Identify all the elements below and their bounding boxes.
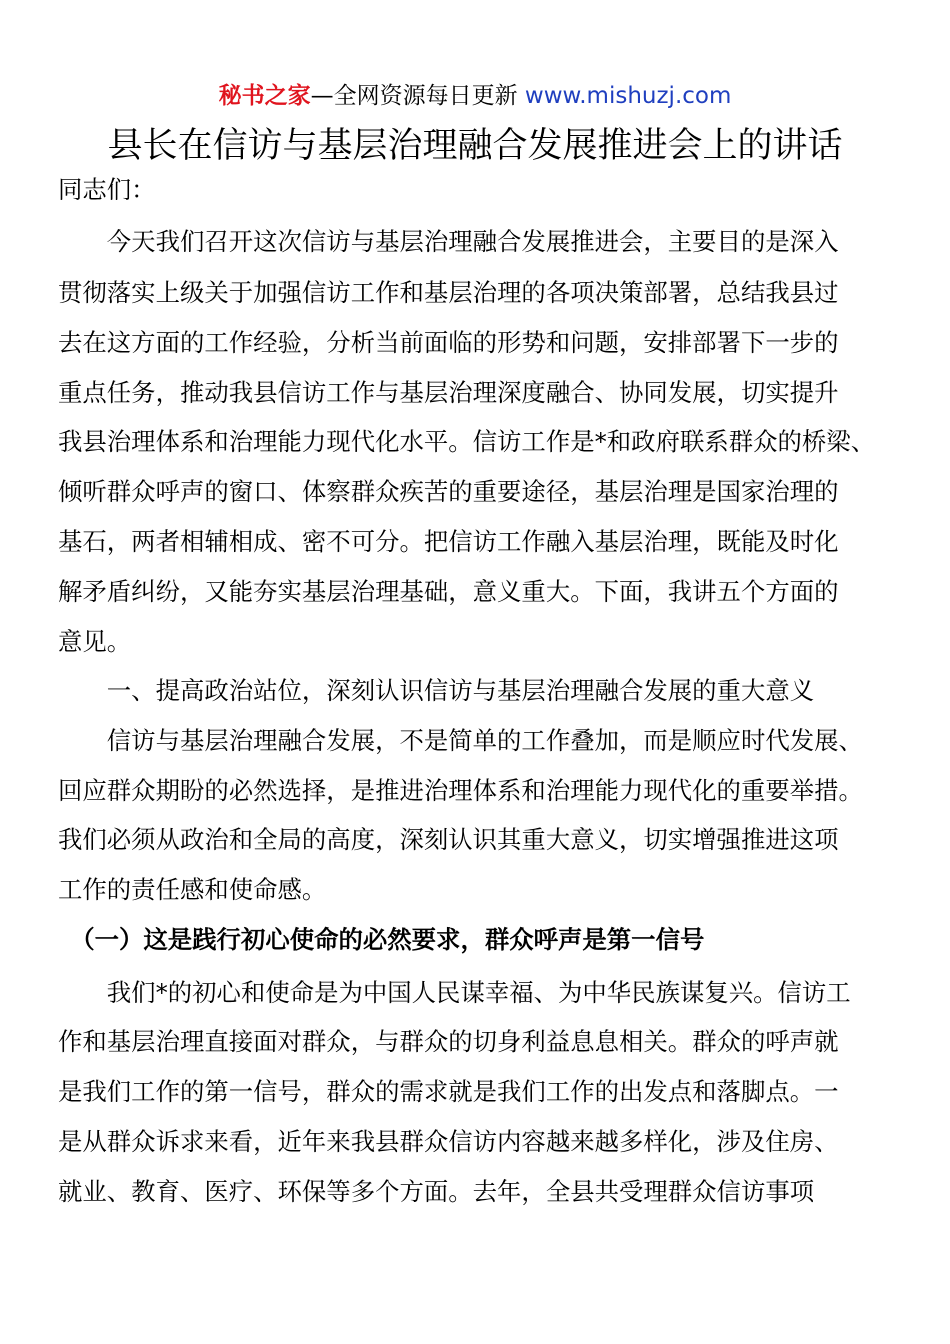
- body-line: 倾听群众呼声的窗口、体察群众疾苦的重要途径，基层治理是国家治理的: [58, 477, 839, 506]
- body-line: 我们*的初心和使命是为中国人民谋幸福、为中华民族谋复兴。信访工: [58, 978, 851, 1007]
- body-line: 作和基层治理直接面对群众，与群众的切身利益息息相关。群众的呼声就: [58, 1027, 839, 1056]
- body-line: 重点任务，推动我县信访工作与基层治理深度融合、协同发展，切实提升: [58, 378, 839, 407]
- section-heading: 一、提高政治站位，深刻认识信访与基层治理融合发展的重大意义: [58, 676, 815, 705]
- body-line: 今天我们召开这次信访与基层治理融合发展推进会，主要目的是深入: [58, 227, 839, 256]
- body-line: 贯彻落实上级关于加强信访工作和基层治理的各项决策部署，总结我县过: [58, 278, 839, 307]
- body-line: 是我们工作的第一信号，群众的需求就是我们工作的出发点和落脚点。一: [58, 1077, 839, 1106]
- body-line: 我们必须从政治和全局的高度，深刻认识其重大意义，切实增强推进这项: [58, 825, 839, 854]
- site-tagline: —全网资源每日更新: [310, 83, 525, 109]
- body-line: 信访与基层治理融合发展，不是简单的工作叠加，而是顺应时代发展、: [58, 726, 863, 755]
- salutation: 同志们：: [58, 175, 156, 204]
- body-line: 意见。: [58, 627, 132, 656]
- body-line: 我县治理体系和治理能力现代化水平。信访工作是*和政府联系群众的桥梁、: [58, 427, 876, 456]
- subsection-heading: （一）这是践行初心使命的必然要求，群众呼声是第一信号: [58, 925, 705, 954]
- body-line: 工作的责任感和使命感。: [58, 875, 327, 904]
- body-line: 基石，两者相辅相成、密不可分。把信访工作融入基层治理，既能及时化: [58, 527, 839, 556]
- body-line: 就业、教育、医疗、环保等多个方面。去年，全县共受理群众信访事项: [58, 1177, 815, 1206]
- body-line: 是从群众诉求来看，近年来我县群众信访内容越来越多样化，涉及住房、: [58, 1127, 839, 1156]
- body-line: 解矛盾纠纷，又能夯实基层治理基础，意义重大。下面，我讲五个方面的: [58, 577, 839, 606]
- site-brand: 秘书之家: [218, 83, 311, 109]
- site-url-link[interactable]: www.mishuzj.com: [524, 83, 732, 109]
- site-header: [0, 80, 950, 112]
- document-title: 县长在信访与基层治理融合发展推进会上的讲话: [107, 126, 843, 166]
- body-line: 回应群众期盼的必然选择，是推进治理体系和治理能力现代化的重要举措。: [58, 776, 863, 805]
- body-line: 去在这方面的工作经验，分析当前面临的形势和问题，安排部署下一步的: [58, 328, 839, 357]
